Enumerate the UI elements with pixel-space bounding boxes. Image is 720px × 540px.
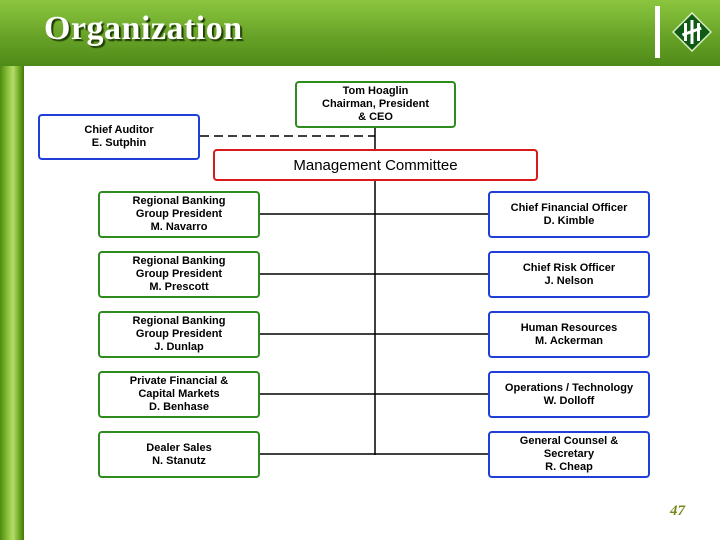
- regional-banking-dunlap-box: Regional Banking Group President J. Dunlap: [98, 311, 260, 358]
- page-title: Organization: [44, 10, 243, 47]
- chief-auditor-box: Chief Auditor E. Sutphin: [38, 114, 200, 160]
- dealer-sales-box: Dealer Sales N. Stanutz: [98, 431, 260, 478]
- management-committee-box: Management Committee: [213, 149, 538, 181]
- regional-banking-prescott-box: Regional Banking Group President M. Prescott: [98, 251, 260, 298]
- private-financial-box: Private Financial & Capital Markets D. Benhase: [98, 371, 260, 418]
- regional-banking-navarro-box: Regional Banking Group President M. Navarro: [98, 191, 260, 238]
- chief-risk-officer-box: Chief Risk Officer J. Nelson: [488, 251, 650, 298]
- cfo-box: Chief Financial Officer D. Kimble: [488, 191, 650, 238]
- general-counsel-box: General Counsel & Secretary R. Cheap: [488, 431, 650, 478]
- ceo-box: Tom Hoaglin Chairman, President & CEO: [295, 81, 456, 128]
- page-number: 47: [670, 503, 685, 519]
- operations-technology-box: Operations / Technology W. Dolloff: [488, 371, 650, 418]
- human-resources-box: Human Resources M. Ackerman: [488, 311, 650, 358]
